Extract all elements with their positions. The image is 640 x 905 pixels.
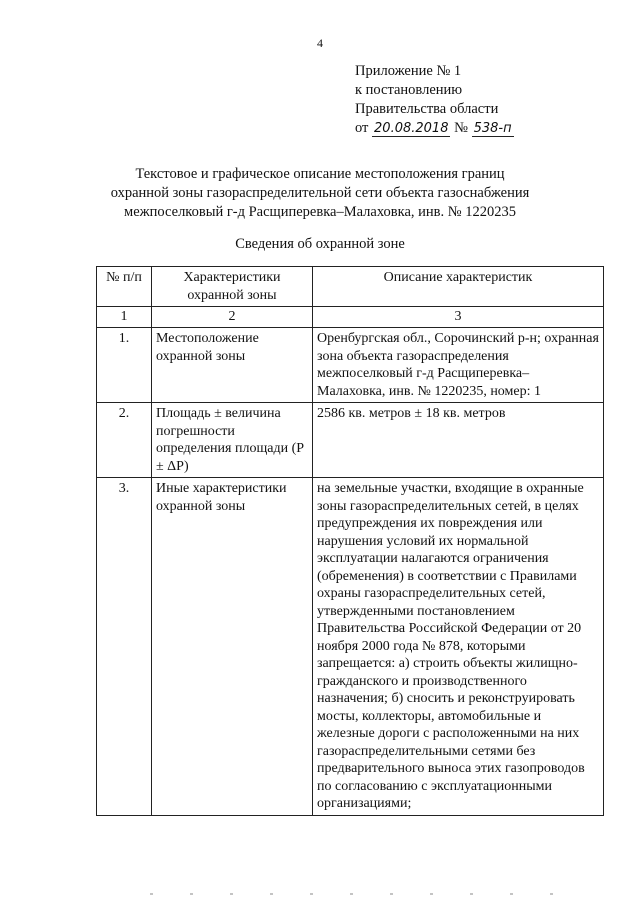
header-characteristics: Характеристики охранной зоны (152, 267, 313, 307)
section-subtitle: Сведения об охранной зоне (235, 236, 405, 252)
row-number: 2. (97, 403, 152, 478)
appendix-block (355, 62, 514, 138)
column-number-row (97, 307, 604, 328)
date-prefix: от (355, 120, 369, 136)
handwritten-date: 20.08.2018 (374, 121, 449, 136)
table-header-row (97, 267, 604, 307)
appendix-line-2: к постановлению (355, 82, 463, 98)
page-number: 4 (317, 36, 323, 50)
column-number: 1 (97, 307, 152, 328)
scan-artifact (150, 893, 590, 895)
appendix-date-line (355, 119, 514, 138)
title-line-3: межпоселковый г-д Расщиперевка–Малаховка, инв. № 1220235 (124, 204, 516, 220)
handwritten-number: 538-п (473, 121, 512, 136)
row-characteristic: Иные характеристики охранной зоны (152, 478, 313, 816)
number-prefix: № (454, 120, 468, 136)
row-number: 1. (97, 328, 152, 403)
protection-zone-table (96, 266, 604, 816)
title-line-1: Текстовое и графическое описание местоположения границ (135, 166, 505, 182)
row-description: на земельные участки, входящие в охранные зоны газораспределительных сетей, в целях предупреждения их повреждения или нарушения условий их нормальной эксплуатации налагаются ограничения (обременения) в соответствии с Правилами охраны газораспределительных сетей, утвержденными постановлением Правительства Российской Федерации от 20 ноября 2000 года № 878, которыми запрещается: а) строить объекты жилищно-гражданского и производственного назначения; б) сносить и реконструировать мосты, коллекторы, автомобильные и железные дороги с расположенными на них газораспределительными сетями без предварительного выноса этих газопроводов по согласованию с эксплуатационными организациями; (313, 478, 604, 816)
table-row (97, 478, 604, 816)
row-number: 3. (97, 478, 152, 816)
title-line-2: охранной зоны газораспределительной сети объекта газоснабжения (110, 185, 530, 201)
document-title (0, 165, 640, 222)
table-row (97, 328, 604, 403)
appendix-line-3: Правительства области (355, 101, 499, 117)
header-description: Описание характеристик (313, 267, 604, 307)
column-number: 3 (313, 307, 604, 328)
table-row (97, 403, 604, 478)
appendix-line-1: Приложение № 1 (355, 63, 462, 79)
row-description: 2586 кв. метров ± 18 кв. метров (313, 403, 604, 478)
header-number: № п/п (97, 267, 152, 307)
row-characteristic: Местоположение охранной зоны (152, 328, 313, 403)
column-number: 2 (152, 307, 313, 328)
row-description: Оренбургская обл., Сорочинский р-н; охранная зона объекта газораспределения межпоселковый г-д Расщиперевка– Малаховка, инв. № 1220235, номер: 1 (313, 328, 604, 403)
row-characteristic: Площадь ± величина погрешности определения площади (P ± ΔP) (152, 403, 313, 478)
